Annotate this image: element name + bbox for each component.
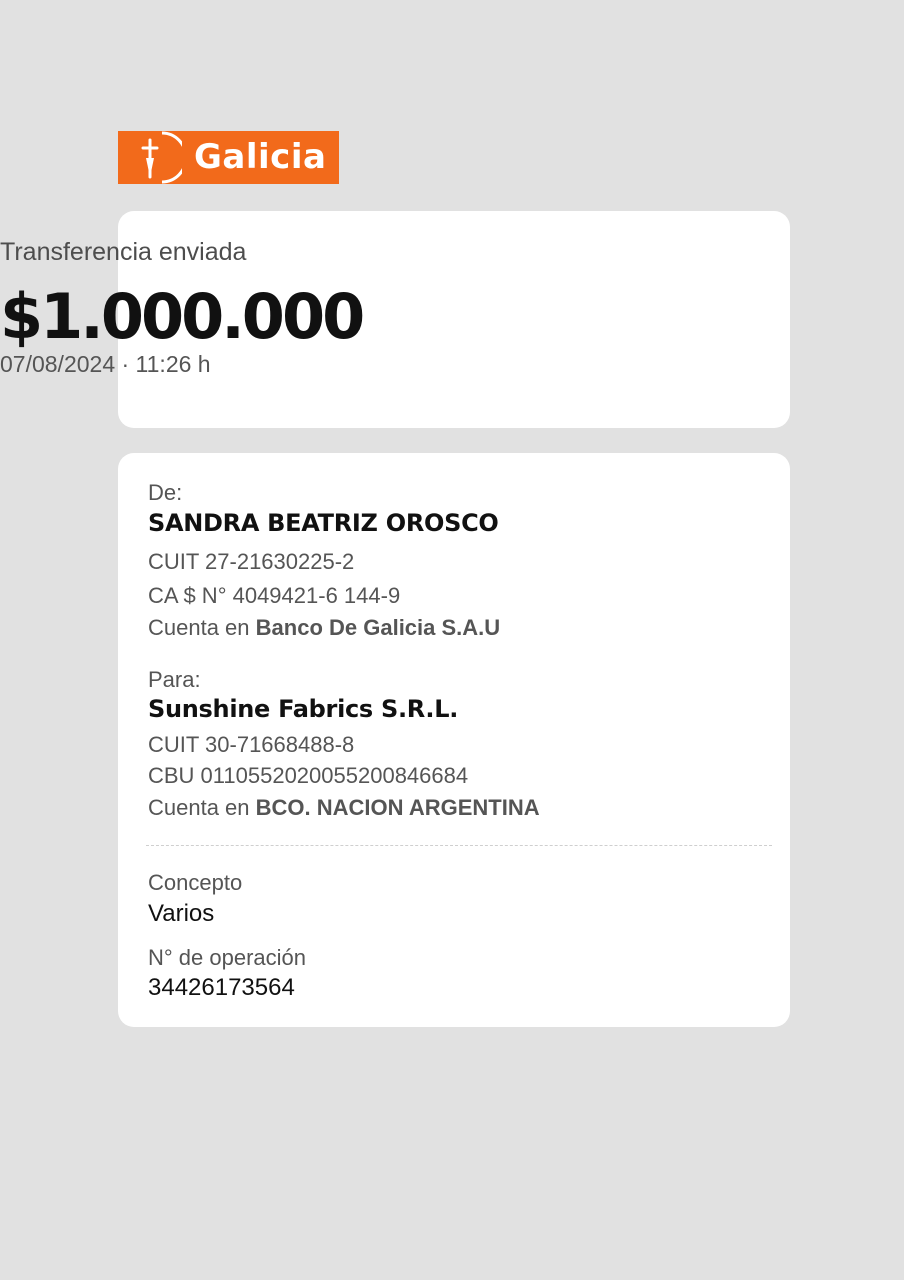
recipient-bank: BCO. NACION ARGENTINA xyxy=(255,795,540,820)
to-label: Para: xyxy=(148,667,201,692)
sender-account: CA $ N° 4049421-6 144-9 xyxy=(148,583,401,608)
operation-label: N° de operación xyxy=(148,945,307,970)
concept-label: Concepto xyxy=(148,870,243,895)
logo-text: Galicia xyxy=(194,137,327,177)
transfer-status-title: Transferencia enviada xyxy=(0,238,247,266)
recipient-name: Sunshine Fabrics S.R.L. xyxy=(148,695,459,723)
sender-name: SANDRA BEATRIZ OROSCO xyxy=(148,509,499,537)
recipient-cbu: CBU 0110552020055200846684 xyxy=(148,763,469,788)
recipient-bank-prefix: Cuenta en xyxy=(148,795,250,820)
galicia-logo xyxy=(118,131,339,184)
operation-number: 34426173564 xyxy=(148,974,295,1001)
galicia-emblem-icon xyxy=(118,131,182,184)
sender-cuit: CUIT 27-21630225-2 xyxy=(148,549,355,574)
details-card xyxy=(118,453,790,1027)
from-label: De: xyxy=(148,480,183,505)
concept-value: Varios xyxy=(148,900,215,927)
recipient-cuit: CUIT 30-71668488-8 xyxy=(148,732,355,757)
sender-bank-prefix: Cuenta en xyxy=(148,615,250,640)
transfer-amount: $1.000.000 xyxy=(0,280,363,353)
sender-bank: Banco De Galicia S.A.U xyxy=(255,615,501,640)
transfer-datetime: 07/08/2024 · 11:26 h xyxy=(0,351,211,377)
section-divider xyxy=(146,845,772,846)
recipient-bank-line xyxy=(148,795,540,821)
sender-bank-line xyxy=(148,615,500,641)
